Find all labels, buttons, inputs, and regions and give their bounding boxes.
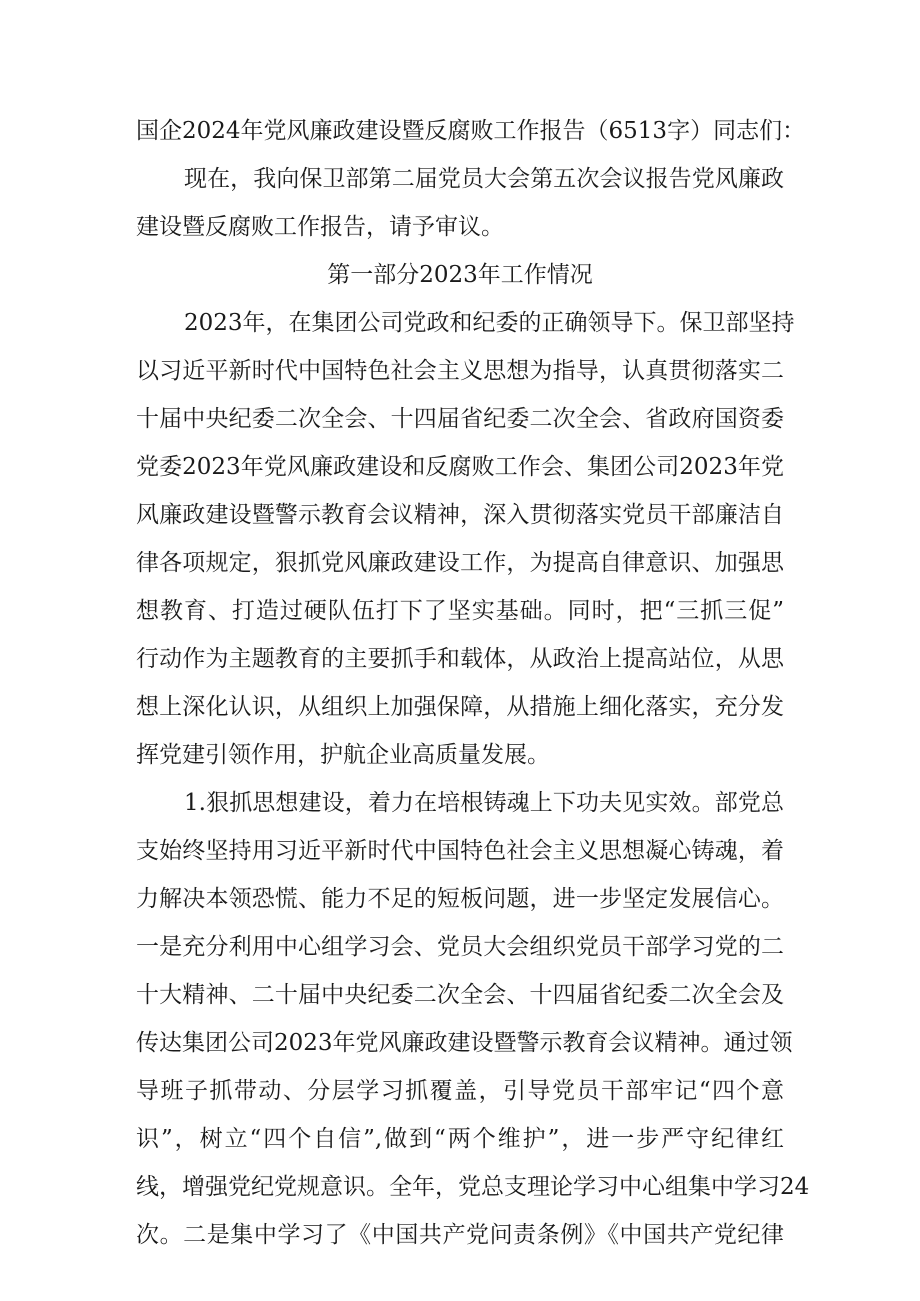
paragraph-2-line-5: 十大精神、二十届中央纪委二次全会、十四届省纪委二次全会及 bbox=[136, 982, 784, 1008]
paragraph-1-line-8: 行动作为主题教育的主要抓手和载体，从政治上提高站位，从思 bbox=[136, 646, 784, 672]
intro-line-1: 现在，我向保卫部第二届党员大会第五次会议报告党风廉政 bbox=[184, 166, 784, 192]
paragraph-1-line-9: 想上深化认识，从组织上加强保障，从措施上细化落实，充分发 bbox=[136, 694, 784, 720]
paragraph-2-line-2: 支始终坚持用习近平新时代中国特色社会主义思想凝心铸魂，着 bbox=[136, 838, 784, 864]
paragraph-1-line-3: 十届中央纪委二次全会、十四届省纪委二次全会、省政府国资委 bbox=[136, 406, 784, 432]
paragraph-1-line-2: 以习近平新时代中国特色社会主义思想为指导，认真贯彻落实二 bbox=[136, 358, 784, 384]
section-heading: 第一部分2023年工作情况 bbox=[327, 262, 593, 288]
document-title-line: 国企2024年党风廉政建设暨反腐败工作报告（6513字）同志们： bbox=[136, 118, 806, 144]
paragraph-2-line-6: 传达集团公司2023年党风廉政建设暨警示教育会议精神。通过领 bbox=[136, 1030, 793, 1056]
paragraph-1-line-5: 风廉政建设暨警示教育会议精神，深入贯彻落实党员干部廉洁自 bbox=[136, 502, 784, 528]
paragraph-1-line-10: 挥党建引领作用，护航企业高质量发展。 bbox=[136, 742, 550, 768]
paragraph-1-line-4: 党委2023年党风廉政建设和反腐败工作会、集团公司2023年党 bbox=[136, 454, 784, 480]
paragraph-2-line-8: 识”，树立“四个自信”,做到“两个维护”，进一步严守纪律红 bbox=[136, 1126, 784, 1152]
paragraph-2-line-1: 1.狠抓思想建设，着力在培根铸魂上下功夫见实效。部党总 bbox=[184, 790, 784, 816]
paragraph-1-line-1: 2023年，在集团公司党政和纪委的正确领导下。保卫部坚持 bbox=[184, 310, 795, 336]
paragraph-1-line-6: 律各项规定，狠抓党风廉政建设工作，为提高自律意识、加强思 bbox=[136, 550, 784, 576]
intro-line-2: 建设暨反腐败工作报告，请予审议。 bbox=[136, 214, 504, 240]
paragraph-2-line-4: 一是充分利用中心组学习会、党员大会组织党员干部学习党的二 bbox=[136, 934, 784, 960]
paragraph-2-line-9: 线，增强党纪党规意识。全年，党总支理论学习中心组集中学习24 bbox=[136, 1174, 810, 1200]
paragraph-2-line-7: 导班子抓带动、分层学习抓覆盖，引导党员干部牢记“四个意 bbox=[136, 1078, 784, 1104]
paragraph-2-line-3: 力解决本领恐慌、能力不足的短板问题，进一步坚定发展信心。 bbox=[136, 886, 784, 912]
paragraph-1-line-7: 想教育、打造过硬队伍打下了坚实基础。同时，把“三抓三促” bbox=[136, 598, 784, 624]
paragraph-2-line-10: 次。二是集中学习了《中国共产党问责条例》《中国共产党纪律 bbox=[136, 1222, 784, 1248]
